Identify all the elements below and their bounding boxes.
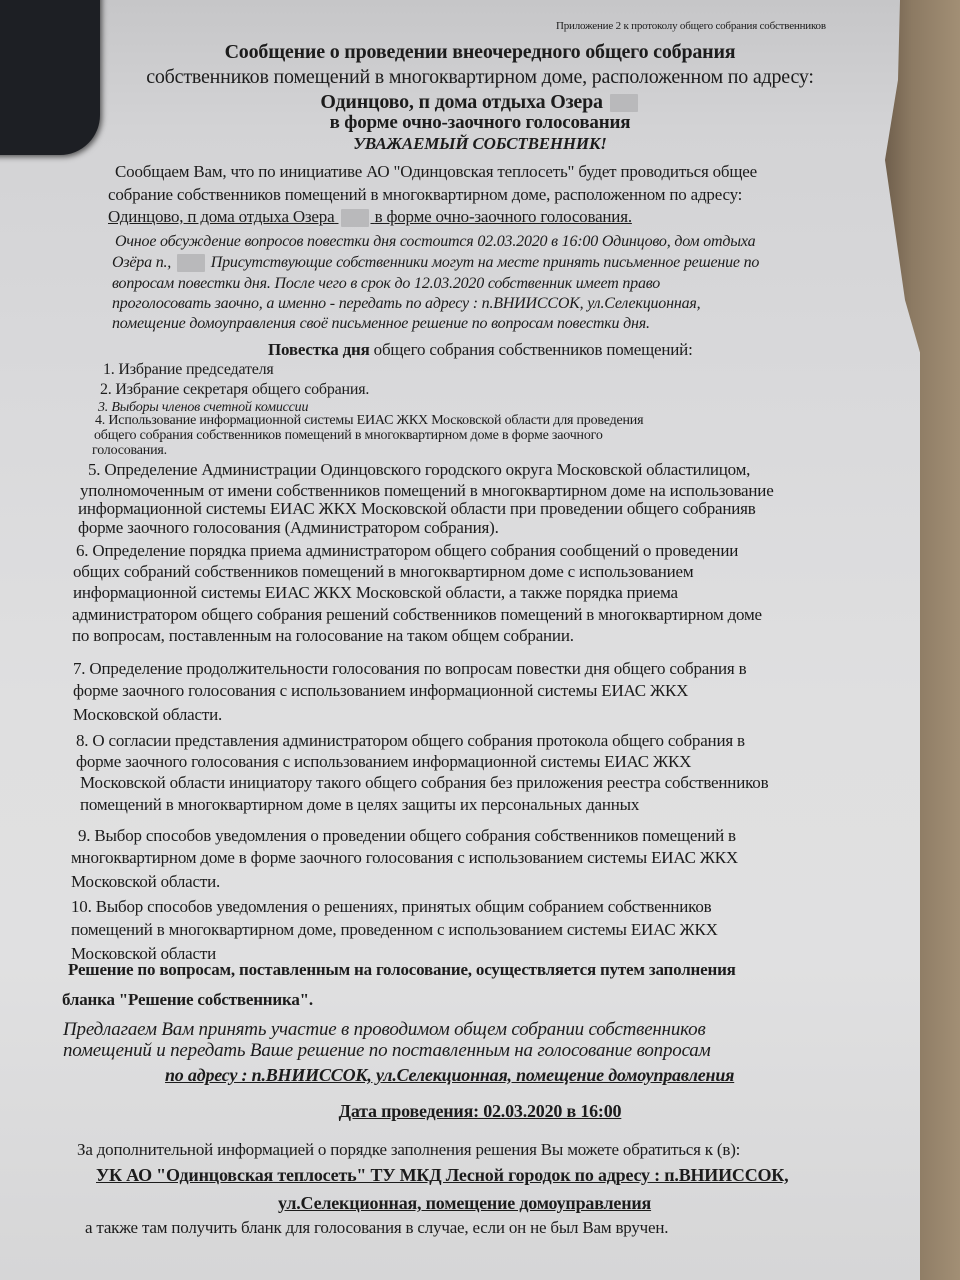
agenda-item-7-line-3: Московской области. bbox=[73, 705, 223, 724]
redacted-box bbox=[177, 254, 205, 272]
intro-line-1: Сообщаем Вам, что по инициативе АО "Одинцовская теплосеть" будет проводиться общее bbox=[115, 162, 757, 181]
agenda-item-2: 2. Избрание секретаря общего собрания. bbox=[100, 381, 370, 398]
agenda-item-4-line-3: голосования. bbox=[92, 443, 167, 458]
agenda-item-5-line-2: уполномоченным от имени собственников помещений в многоквартирном доме на использование bbox=[80, 481, 774, 500]
redacted-box bbox=[341, 209, 369, 227]
intro-form-text: в форме очно-заочного голосования. bbox=[374, 207, 632, 226]
agenda-item-9-line-2: многоквартирном доме в форме заочного голосования с использованием системы ЕИАС ЖКХ bbox=[71, 848, 739, 867]
agenda-item-4-line-1: 4. Использование информационной системы ЕИАС ЖКХ Московской области для проведения bbox=[95, 413, 644, 428]
contact-line-4: а также там получить бланк для голосования в случае, если он не был Вам вручен. bbox=[85, 1218, 669, 1237]
invite-line-1: Предлагаем Вам принять участие в проводимом общем собрании собственников bbox=[63, 1019, 706, 1040]
agenda-item-8-line-3: Московской области инициатору такого общего собрания без приложения реестра собственников bbox=[80, 773, 769, 792]
agenda-item-5-line-1: 5. Определение Администрации Одинцовского городского округа Московской областилицом, bbox=[88, 460, 751, 479]
agenda-item-8-line-2: форме заочного голосования с использованием информационной системы ЕИАС ЖКХ bbox=[76, 752, 692, 771]
redacted-box bbox=[610, 94, 638, 112]
title-address bbox=[0, 90, 960, 114]
intro-line-3 bbox=[108, 207, 632, 227]
title-line-4: в форме очно-заочного голосования bbox=[329, 112, 631, 133]
agenda-heading bbox=[268, 340, 693, 360]
agenda-item-1: 1. Избрание председателя bbox=[103, 361, 274, 378]
title-line-1: Сообщение о проведении внеочередного общего собрания bbox=[224, 41, 736, 63]
agenda-heading-rest: общего собрания собственников помещений: bbox=[369, 340, 693, 359]
agenda-item-10-line-1: 10. Выбор способов уведомления о решениях, принятых общим собранием собственников bbox=[71, 897, 712, 916]
agenda-item-10-line-3: Московской области bbox=[71, 944, 217, 963]
meeting-line-1: Очное обсуждение вопросов повестки дня состоится 02.03.2020 в 16:00 Одинцово, дом отдыха bbox=[115, 233, 756, 250]
agenda-item-4-line-2: общего собрания собственников помещений в многоквартирном доме в форме заочного bbox=[94, 428, 603, 443]
decision-line-2: бланка "Решение собственника". bbox=[62, 990, 313, 1009]
contact-line-3: ул.Селекционная, помещение домоуправления bbox=[278, 1193, 652, 1213]
meeting-line-4: проголосовать заочно, а именно - передать по адресу : п.ВНИИССОК, ул.Селекционная, bbox=[112, 295, 701, 312]
header-note: Приложение 2 к протоколу общего собрания собственников bbox=[556, 20, 826, 32]
agenda-item-9-line-1: 9. Выбор способов уведомления о проведении общего собрания собственников помещений в bbox=[78, 826, 736, 845]
intro-line-2: собрание собственников помещений в многоквартирном доме, расположенном по адресу: bbox=[108, 185, 743, 204]
agenda-item-10-line-2: помещений в многоквартирном доме, проведенном с использованием системы ЕИАС ЖКХ bbox=[71, 920, 718, 939]
agenda-item-7-line-1: 7. Определение продолжительности голосования по вопросам повестки дня общего собрания в bbox=[73, 659, 747, 678]
contact-line-2: УК АО "Одинцовская теплосеть" ТУ МКД Лесной городок по адресу : п.ВНИИССОК, bbox=[96, 1165, 789, 1185]
agenda-item-6-line-5: по вопросам, поставленным на голосование на таком общем собрании. bbox=[72, 626, 574, 645]
date-line: Дата проведения: 02.03.2020 в 16:00 bbox=[338, 1101, 622, 1121]
meeting-line-5: помещение домоуправления своё письменное решение по вопросам повестки дня. bbox=[112, 315, 650, 332]
meeting-line-3: вопросам повестки дня. После чего в срок до 12.03.2020 собственник имеет право bbox=[112, 275, 661, 292]
agenda-item-8-line-4: помещений в многоквартирном доме в целях защиты их персональных данных bbox=[80, 795, 640, 814]
contact-line-1: За дополнительной информацией о порядке заполнения решения Вы можете обратиться к (в): bbox=[77, 1140, 741, 1159]
agenda-item-8-line-1: 8. О согласии представления администратором общего собрания протокола общего собрания в bbox=[76, 731, 745, 750]
invite-line-2: помещений и передать Ваше решение по поставленным на голосование вопросам bbox=[63, 1040, 711, 1061]
intro-address-text: Одинцово, п дома отдыха Озера bbox=[108, 207, 335, 226]
agenda-item-7-line-2: форме заочного голосования с использованием информационной системы ЕИАС ЖКХ bbox=[73, 681, 689, 700]
agenda-item-5-line-3: информационной системы ЕИАС ЖКХ Московской области при проведении общего собранияв bbox=[78, 499, 756, 518]
decision-line-1: Решение по вопросам, поставленным на голосование, осуществляется путем заполнения bbox=[68, 960, 736, 979]
agenda-item-6-line-3: информационной системы ЕИАС ЖКХ Московской области, а также порядка приема bbox=[73, 583, 678, 602]
title-line-2: собственников помещений в многоквартирном доме, расположенном по адресу: bbox=[146, 66, 814, 88]
agenda-item-9-line-3: Московской области. bbox=[71, 872, 221, 891]
agenda-item-6-line-2: общих собраний собственников помещений в многоквартирном доме с использованием bbox=[73, 562, 694, 581]
agenda-item-5-line-4: форме заочного голосования (Администратором собрания). bbox=[78, 518, 499, 537]
title-address-text: Одинцово, п дома отдыха Озера bbox=[320, 91, 603, 113]
agenda-heading-bold: Повестка дня bbox=[268, 340, 370, 359]
agenda-item-3: 3. Выборы членов счетной комиссии bbox=[98, 400, 309, 415]
agenda-item-6-line-4: администратором общего собрания решений собственников помещений в многоквартирном доме bbox=[72, 605, 762, 624]
meeting-attendance-text: Присутствующие собственники могут на месте принять письменное решение по bbox=[210, 254, 760, 271]
agenda-item-6-line-1: 6. Определение порядка приема администратором общего собрания сообщений о проведении bbox=[76, 541, 739, 560]
meeting-place-text: Озёра п., bbox=[112, 254, 172, 271]
greeting: УВАЖАЕМЫЙ СОБСТВЕННИК! bbox=[353, 134, 607, 153]
invite-address: по адресу : п.ВНИИССОК, ул.Селекционная, помещение домоуправления bbox=[165, 1065, 735, 1085]
meeting-line-2 bbox=[112, 253, 759, 273]
